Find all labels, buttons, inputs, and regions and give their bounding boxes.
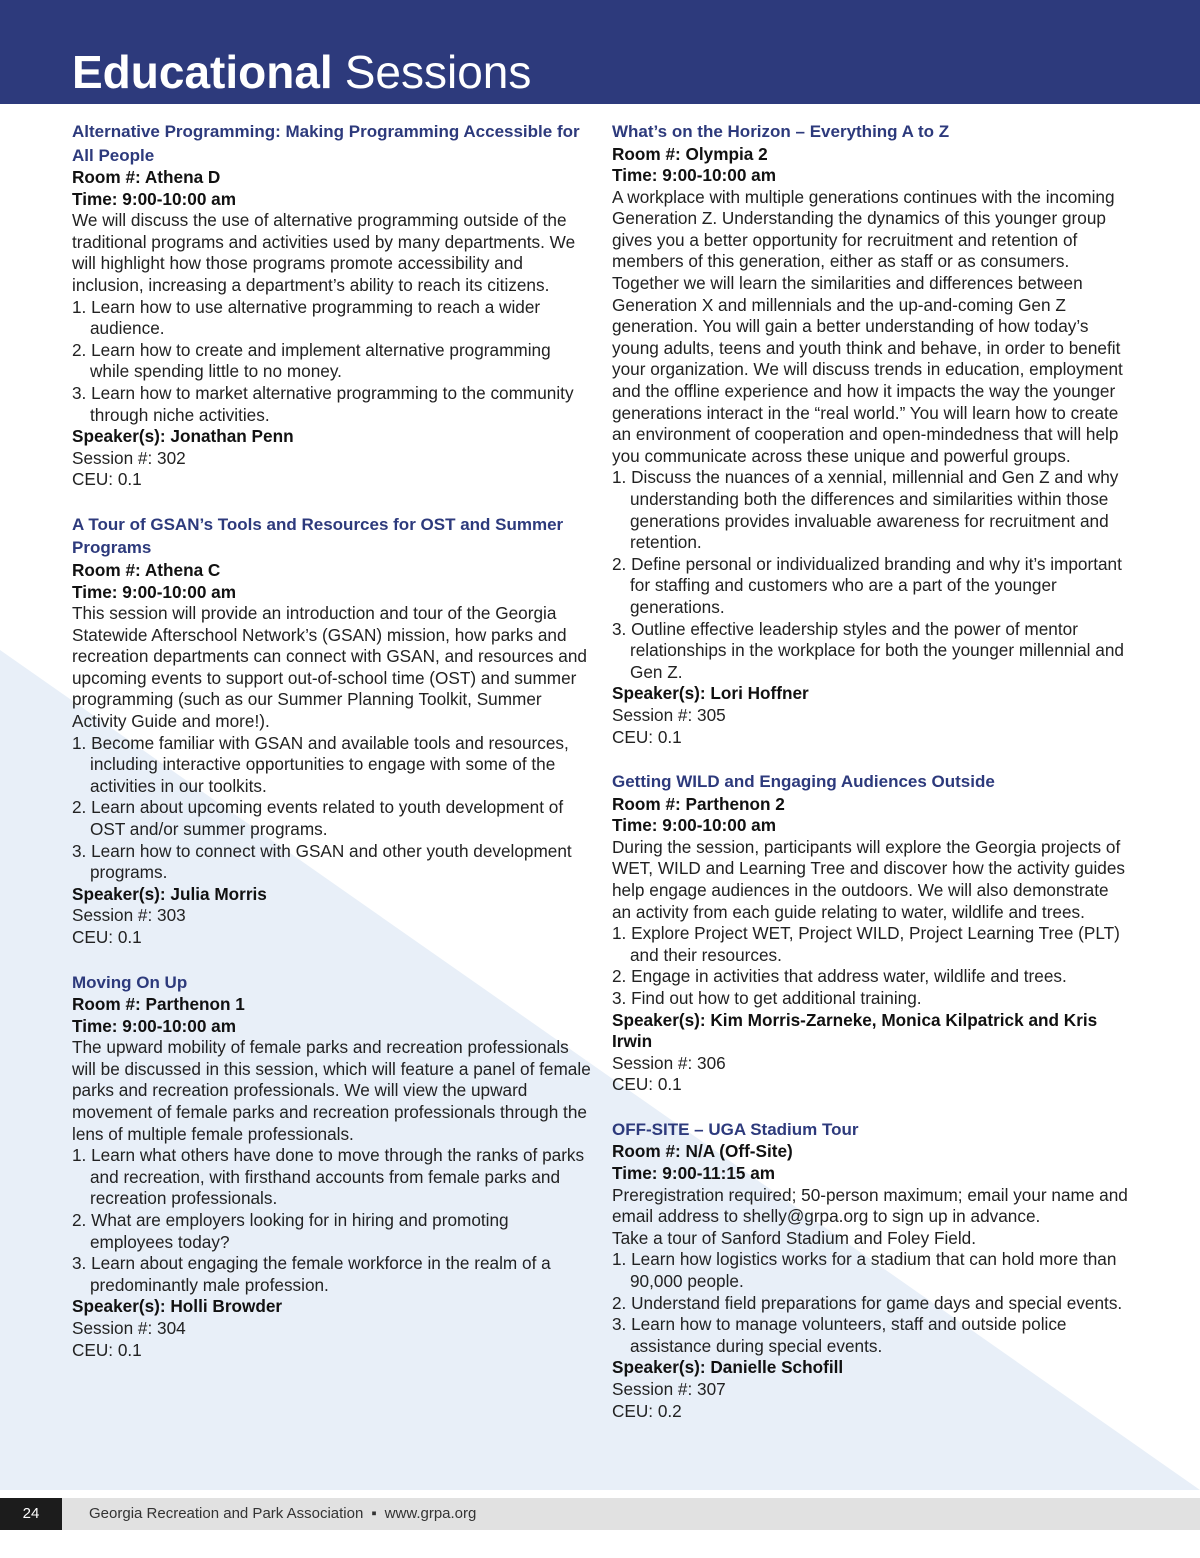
session-speaker: Speaker(s): Kim Morris-Zarneke, Monica Kilpatrick and Kris Irwin: [612, 1009, 1098, 1052]
session-description: The upward mobility of female parks and recreation professionals will be discussed in this session, which will feature a panel of female parks and recreation professionals. We will view the upward movement of female parks and recreation professionals through the lens of multiple female professionals.: [72, 1037, 591, 1144]
session-time: Time: 9:00-10:00 am: [72, 1015, 237, 1036]
objective-item: 1. Discuss the nuances of a xennial, millennial and Gen Z and why understanding both the differences and similarities within those generations provides invaluable awareness for recruitment and retention.: [612, 467, 1119, 553]
session-block: [72, 120, 592, 491]
objectives-list: [612, 467, 1132, 683]
session-time: Time: 9:00-10:00 am: [612, 815, 777, 836]
footer-website-link[interactable]: www.grpa.org: [384, 1505, 477, 1522]
session-number: Session #: 303: [72, 905, 186, 926]
objective-item: 3. Outline effective leadership styles and the power of mentor relationships in the workplace for both the younger millennial and Gen Z.: [612, 618, 1124, 682]
session-room: Room #: N/A (Off-Site): [612, 1141, 793, 1162]
session-description: During the session, participants will explore the Georgia projects of WET, WILD and Learning Tree and discover how the activity guides help engage audiences in the outdoors. We will also demonstrate an activity from each guide relating to water, wildlife and trees.: [612, 836, 1126, 922]
session-ceu: CEU: 0.2: [612, 1400, 682, 1421]
objective-item: 1. Learn what others have done to move through the ranks of parks and recreation, with firsthand accounts from female parks and recreation professionals.: [72, 1145, 585, 1209]
session-block: [72, 513, 592, 949]
objective-item: 1. Explore Project WET, Project WILD, Project Learning Tree (PLT) and their resources.: [612, 923, 1120, 965]
page-number: 24: [0, 1498, 62, 1530]
session-note: Take a tour of Sanford Stadium and Foley Field.: [612, 1227, 976, 1248]
objective-item: 2. Learn how to create and implement alternative programming while spending little to no money.: [72, 339, 551, 382]
page-title: [72, 44, 531, 100]
session-title: Getting WILD and Engaging Audiences Outside: [612, 772, 995, 792]
session-description: This session will provide an introduction and tour of the Georgia Statewide Afterschool Network’s (GSAN) mission, how parks and recreation departments can connect with GSAN, and resources and upcoming events to support out-of-school time (OST) and summer programming (such as our Summer Planning Toolkit, Summer Activity Guide and more!).: [72, 603, 587, 732]
session-room: Room #: Parthenon 2: [612, 793, 785, 814]
objective-item: 3. Learn how to connect with GSAN and other youth development programs.: [72, 840, 572, 883]
session-title: OFF-SITE – UGA Stadium Tour: [612, 1119, 859, 1139]
objectives-list: [72, 733, 592, 884]
session-speaker: Speaker(s): Julia Morris: [72, 883, 267, 904]
objective-item: 3. Learn how to manage volunteers, staff and outside police assistance during special events.: [612, 1314, 1067, 1356]
session-ceu: CEU: 0.1: [612, 726, 682, 747]
session-description: A workplace with multiple generations continues with the incoming Generation Z. Understanding the dynamics of this younger group gives you a better opportunity for recruitment and retention of members of this generation, either as staff or as consumers. Together we will learn the similarities and differences between Generation X and millennials and the up-and-coming Gen Z generation. You will gain a better understanding of how today’s young adults, teens and youth think and behave, in order to benefit your organization. We will discuss trends in education, employment and the offline experience and how it impacts the way the younger generations interact in the “real world.” You will learn how to create an environment of cooperation and open-mindedness that will help you communicate across these unique and powerful groups.: [612, 186, 1123, 466]
session-block: [612, 1118, 1132, 1422]
objective-item: 2. What are employers looking for in hiring and promoting employees today?: [72, 1210, 509, 1252]
objective-item: 2. Define personal or individualized branding and why it’s important for staffing and customers who are a part of the younger generations.: [612, 553, 1122, 617]
objective-item: 1. Learn how logistics works for a stadium that can hold more than 90,000 people.: [612, 1249, 1117, 1291]
session-ceu: CEU: 0.1: [72, 1339, 142, 1360]
session-number: Session #: 302: [72, 447, 186, 468]
session-title: Moving On Up: [72, 972, 188, 992]
objectives-list: [72, 1145, 592, 1296]
title-light: Sessions: [344, 46, 532, 98]
footer-bar: [62, 1498, 1200, 1530]
session-time: Time: 9:00-10:00 am: [612, 165, 777, 186]
session-room: Room #: Parthenon 1: [72, 994, 245, 1015]
session-room: Room #: Athena D: [72, 167, 221, 187]
objectives-list: [612, 923, 1132, 1009]
session-room: Room #: Athena C: [72, 559, 221, 580]
title-bold: Educational: [72, 46, 333, 98]
right-column: [612, 120, 1132, 1444]
session-description: Preregistration required; 50-person maximum; email your name and email address to shelly@grpa.org to sign up in advance.: [612, 1184, 1128, 1227]
session-speaker: Speaker(s): Holli Browder: [72, 1296, 283, 1317]
page-footer: [0, 1498, 1200, 1530]
session-title: Alternative Programming: Making Programming Accessible for All People: [72, 122, 580, 165]
objectives-list: [72, 297, 592, 427]
session-ceu: CEU: 0.1: [612, 1074, 682, 1095]
session-title: A Tour of GSAN’s Tools and Resources for OST and Summer Programs: [72, 514, 564, 558]
session-time: Time: 9:00-10:00 am: [72, 581, 237, 602]
session-title: What’s on the Horizon – Everything A to Z: [612, 122, 950, 141]
session-speaker: Speaker(s): Jonathan Penn: [72, 426, 294, 447]
left-column: [72, 120, 592, 1383]
session-ceu: CEU: 0.1: [72, 927, 142, 947]
objective-item: 2. Understand field preparations for game days and special events.: [612, 1292, 1123, 1313]
objective-item: 3. Find out how to get additional training.: [612, 987, 922, 1008]
session-speaker: Speaker(s): Lori Hoffner: [612, 683, 809, 704]
objective-item: 3. Learn how to market alternative programming to the community through niche activities.: [72, 382, 574, 425]
objective-item: 1. Learn how to use alternative programming to reach a wider audience.: [72, 296, 541, 339]
footer-organization: Georgia Recreation and Park Association: [89, 1505, 364, 1522]
session-time: Time: 9:00-10:00 am: [72, 188, 237, 209]
session-block: [612, 120, 1132, 748]
session-ceu: CEU: 0.1: [72, 469, 142, 490]
page-header: [0, 0, 1200, 104]
session-block: [72, 971, 592, 1362]
objectives-list: [612, 1249, 1132, 1357]
objective-item: 2. Engage in activities that address water, wildlife and trees.: [612, 966, 1067, 987]
objective-item: 1. Become familiar with GSAN and available tools and resources, including interactive opportunities to engage with some of the activities in our toolkits.: [72, 732, 569, 796]
session-speaker: Speaker(s): Danielle Schofill: [612, 1357, 844, 1378]
session-number: Session #: 305: [612, 704, 726, 725]
session-room: Room #: Olympia 2: [612, 143, 768, 164]
session-time: Time: 9:00-11:15 am: [612, 1163, 776, 1184]
session-number: Session #: 307: [612, 1378, 726, 1399]
session-number: Session #: 306: [612, 1052, 726, 1073]
footer-separator: ▪: [371, 1505, 377, 1522]
objective-item: 2. Learn about upcoming events related to youth development of OST and/or summer programs.: [72, 797, 564, 840]
session-number: Session #: 304: [72, 1318, 186, 1338]
session-description: We will discuss the use of alternative programming outside of the traditional programs and activities used by many departments. We will highlight how those programs promote accessibility and inclusion, increasing a department’s ability to reach its citizens.: [72, 210, 576, 295]
session-block: [612, 770, 1132, 1096]
objective-item: 3. Learn about engaging the female workforce in the realm of a predominantly male profession.: [72, 1253, 551, 1295]
